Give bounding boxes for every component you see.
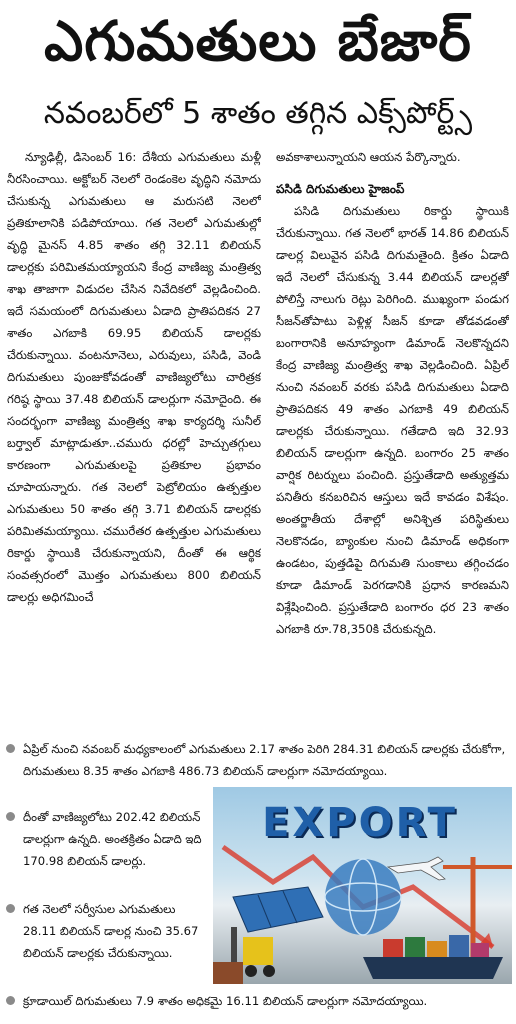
highlight-item: [4, 738, 512, 782]
bullet-icon: [6, 744, 15, 753]
right-column-intro: అవకాశాలున్నాయని ఆయన పేర్కొన్నారు.: [276, 150, 461, 164]
bullet-icon: [6, 904, 15, 913]
bullet-icon: [6, 996, 15, 1005]
left-column-text: న్యూఢిల్లీ, డిసెంబర్ 16: దేశీయ ఎగుమతులు మళ్లీ నీరసించాయి. అక్టోబర్ నెలలో రెండంకెల వృద్ధిని నమోదు చేసుకున్న ఎగుమతులు ఆ మరుసటి నెలలో ప్రతికూలానికి పడిపోయాయి. గత నెలలో ఎగుమతుల్లో వృద్ధి మైనస్ 4.85 శాతం తగ్గి 32.11 బిలియన్ డాలర్లకు పరిమితమయ్యాయని కేంద్ర వాణిజ్య మంత్రిత్వ శాఖ తాజాగా విడుదల చేసిన నివేదికలో వెల్లడించింది. ఇదే సమయంలో దిగుమతులు ఏడాది ప్రాతిపదికన 27 శాతం ఎగబాకి 69.95 బిలియన్ డాలర్లకు చేరుకున్నాయి. వంటనూనెలు, ఎరువులు, పసిడి, వెండి దిగుమతులు పుంజుకోవడంతో వాణిజ్యలోటు చారిత్రక గరిష్ఠ స్థాయి 37.48 బిలియన్ డాలర్లుగా నమోదైంది. ఈ సందర్భంగా వాణిజ్య మంత్రిత్వ శాఖ కార్యదర్శి సునీల్ బర్త్వాల్ మాట్లాడుతూ..చమురు ధరల్లో హెచ్చుతగ్గులు కారణంగా ఎగుమతులపై ప్రతికూల ప్రభావం చూపాయన్నారు. గత నెలలో పెట్రోలియం ఉత్పత్తుల ఎగుమతులు 50 శాతం తగ్గి 3.71 బిలియన్ డాలర్లకు పరిమితమయ్యాయి. చమురేతర ఉత్పత్తుల ఎగుమతులు రికార్డు స్థాయికి చేరుకున్నాయని, దీంతో ఈ ఆర్థిక సంవత్సరంలో మొత్తం ఎగుమతులు 800 బిలియన్ డాలర్లు అధిగమించే: [7, 150, 261, 604]
right-column-body: పసిడి దిగుమతులు రికార్డు స్థాయికి చేరుకున్నాయి. గత నెలలో భారత్ 14.86 బిలియన్ డాలర్ల విలువైన పసిడి దిగుమతైంది. క్రితం ఏడాది ఇదే నెలలో చేసుకున్న 3.44 బిలియన్ డాలర్లతో పోలిస్తే నాలుగు రెట్లు పెరిగింది. ముఖ్యంగా పండుగ సీజన్‌తోపాటు పెళ్లిళ్ల సీజన్ కూడా తోడవడంతో బంగారానికి అనూహ్యంగా డిమాండ్ నెలకొన్నదని కేంద్ర వాణిజ్య మంత్రిత్వ శాఖ వెల్లడించింది. ఏప్రిల్ నుంచి నవంబర్ వరకు పసిడి దిగుమతులు ఏడాది ప్రాతిపదికన 49 శాతం ఎగబాకి 49 బిలియన్ డాలర్లకు చేరుకున్నాయి. గతేడాది ఇది 32.93 బిలియన్ డాలర్లుగా ఉన్నది. బంగారం 25 శాతం వార్షిక రిటర్నులు పంచింది. ప్రస్తుతేడాది అత్యుత్తమ పనితీరు కనబరిచిన ఆస్తులు ఇదే కావడం విశేషం. అంతర్జాతీయ దేశాల్లో అనిశ్చిత పరిస్థితులు నెలకొనడం, బ్యాంకుల నుంచి డిమాండ్ అధికంగా ఉండటం, పుత్తడిపై దిగుమతి సుంకాలు తగ్గించడం కూడా డిమాండ్ పెరగడానికి ప్రధాన కారణమని విశ్లేషించింది. ప్రస్తుతేడాది బంగారం ధర 23 శాతం ఎగబాకి రూ.78,350కి చేరుకున్నది.: [276, 204, 509, 636]
highlight-item: [4, 990, 512, 1012]
highlight-text: గత నెలలో సర్వీసుల ఎగుమతులు 28.11 బిలియన్ డాలర్ల నుంచి 35.67 బిలియన్ డాలర్లకు చేరుకున్నాయి.: [23, 902, 199, 960]
export-photo: [213, 787, 512, 984]
highlight-text: ఏప్రిల్ నుంచి నవంబర్ మధ్యకాలంలో ఎగుమతులు 2.17 శాతం పెరిగి 284.31 బిలియన్ డాలర్లకు చేరుకోగా, దిగుమతులు 8.35 శాతం ఎగబాకి 486.73 బిలియన్ డాలర్లుగా నమోదయ్యాయి.: [23, 742, 506, 778]
export-photo-label: EXPORT: [262, 800, 458, 846]
section-subtitle: పసిడి దిగుమతులు హైజంప్: [276, 182, 405, 196]
subheadline: నవంబర్‌లో 5 శాతం తగ్గిన ఎక్స్‌పోర్ట్స్: [43, 96, 473, 131]
headline: ఎగుమతులు బేజార్: [44, 9, 472, 73]
highlight-item: [4, 898, 204, 964]
highlight-text: క్రూడాయిల్ దిగుమతులు 7.9 శాతం అధికమై 16.11 బిలియన్ డాలర్లుగా నమోదయ్యాయి.: [23, 994, 428, 1008]
bullet-icon: [6, 812, 15, 821]
article-left-column: [7, 146, 261, 730]
article-right-column: [276, 146, 509, 730]
highlight-item: [4, 806, 204, 872]
highlight-text: దీంతో వాణిజ్యలోటు 202.42 బిలియన్ డాలర్లుగా ఉన్నది. అంతక్రితం ఏడాది ఇది 170.98 బిలియన్ డాలర్లు.: [23, 810, 202, 868]
